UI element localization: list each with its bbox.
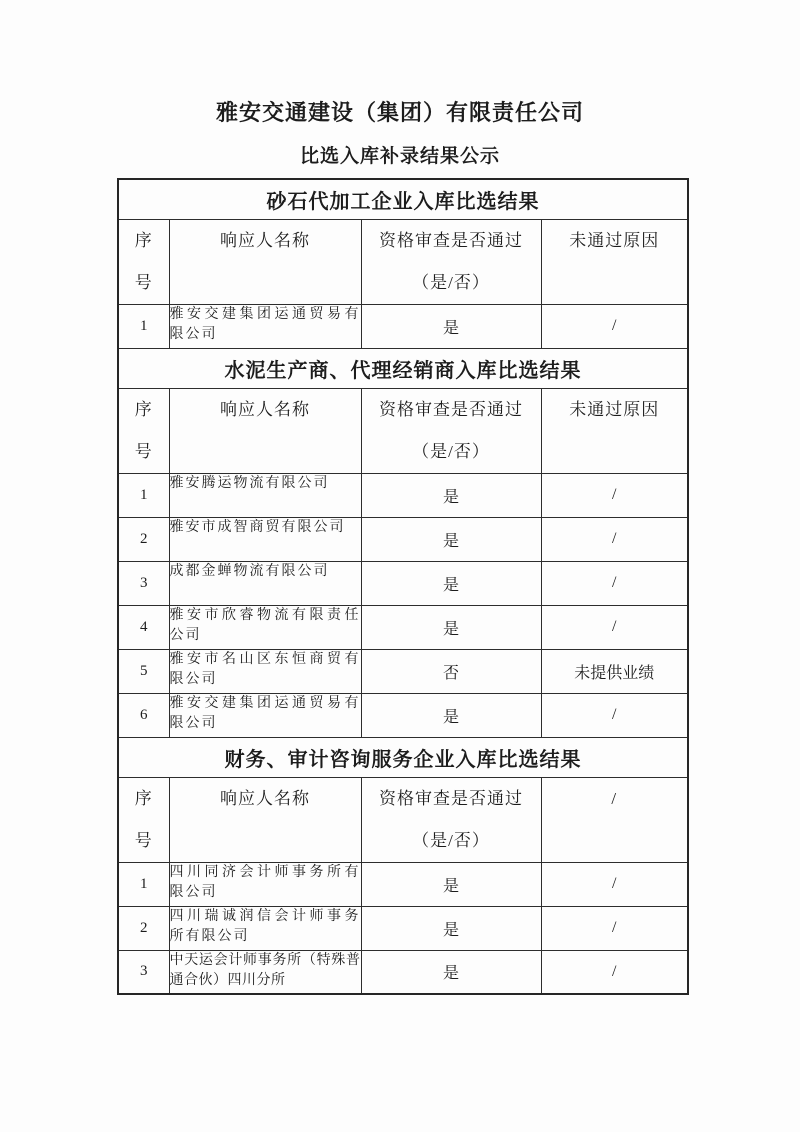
- serial-cell: 3: [118, 950, 169, 994]
- qualified-cell: 是: [361, 693, 541, 737]
- serial-cell: 2: [118, 517, 169, 561]
- reason-cell: 未提供业绩: [541, 649, 688, 693]
- header-serial-label: 序号: [134, 788, 153, 850]
- table-row: [118, 862, 688, 906]
- name-cell: 雅安交建集团运通贸易有限公司: [169, 304, 361, 348]
- table-row: [118, 473, 688, 517]
- header-name: 响应人名称: [169, 219, 361, 304]
- name-cell: 雅安市成智商贸有限公司: [169, 517, 361, 561]
- header-qualified-line1: 资格审查是否通过: [379, 230, 523, 250]
- qualified-cell: 是: [361, 862, 541, 906]
- table-row: [118, 517, 688, 561]
- table-row: [118, 693, 688, 737]
- header-row: [118, 777, 688, 862]
- reason-cell: /: [541, 605, 688, 649]
- qualified-cell: 否: [361, 649, 541, 693]
- header-name: 响应人名称: [169, 777, 361, 862]
- header-qualified-line2: （是/否）: [412, 441, 490, 461]
- serial-cell: 1: [118, 473, 169, 517]
- section-title: 财务、审计咨询服务企业入库比选结果: [118, 737, 688, 777]
- table-row: [118, 649, 688, 693]
- reason-cell: /: [541, 561, 688, 605]
- document-subtitle: 比选入库补录结果公示: [299, 146, 500, 167]
- results-table: [117, 178, 689, 995]
- serial-cell: 6: [118, 693, 169, 737]
- reason-cell: /: [541, 950, 688, 994]
- header-row: [118, 219, 688, 304]
- table-row: [118, 304, 688, 348]
- header-name: 响应人名称: [169, 388, 361, 473]
- qualified-cell: 是: [361, 950, 541, 994]
- header-qualified: [361, 388, 541, 473]
- name-cell: 雅安市欣睿物流有限责任公司: [169, 605, 361, 649]
- qualified-cell: 是: [361, 605, 541, 649]
- serial-cell: 4: [118, 605, 169, 649]
- header-serial: [118, 219, 169, 304]
- table-row: [118, 561, 688, 605]
- qualified-cell: 是: [361, 561, 541, 605]
- header-serial-label: 序号: [134, 230, 153, 292]
- header-qualified-line1: 资格审查是否通过: [379, 399, 523, 419]
- reason-cell: /: [541, 517, 688, 561]
- header-qualified-line2: （是/否）: [412, 272, 490, 292]
- name-cell: 雅安交建集团运通贸易有限公司: [169, 693, 361, 737]
- header-qualified-line1: 资格审查是否通过: [379, 788, 523, 808]
- serial-cell: 2: [118, 906, 169, 950]
- qualified-cell: 是: [361, 473, 541, 517]
- name-cell: 中天运会计师事务所（特殊普通合伙）四川分所: [169, 950, 361, 994]
- name-cell: 四川同济会计师事务所有限公司: [169, 862, 361, 906]
- header-row: [118, 388, 688, 473]
- header-serial: [118, 388, 169, 473]
- serial-cell: 1: [118, 862, 169, 906]
- qualified-cell: 是: [361, 906, 541, 950]
- header-reason: 未通过原因: [541, 388, 688, 473]
- section-title-row: [118, 737, 688, 777]
- section-title: 水泥生产商、代理经销商入库比选结果: [118, 348, 688, 388]
- table-row: [118, 950, 688, 994]
- serial-cell: 1: [118, 304, 169, 348]
- header-qualified: [361, 219, 541, 304]
- header-qualified-line2: （是/否）: [412, 830, 490, 850]
- name-cell: 成都金蝉物流有限公司: [169, 561, 361, 605]
- table-row: [118, 906, 688, 950]
- qualified-cell: 是: [361, 304, 541, 348]
- name-cell: 雅安腾运物流有限公司: [169, 473, 361, 517]
- name-cell: 四川瑞诚润信会计师事务所有限公司: [169, 906, 361, 950]
- serial-cell: 3: [118, 561, 169, 605]
- reason-cell: /: [541, 862, 688, 906]
- header-reason: /: [541, 777, 688, 862]
- name-cell: 雅安市名山区东恒商贸有限公司: [169, 649, 361, 693]
- section-title-row: [118, 348, 688, 388]
- qualified-cell: 是: [361, 517, 541, 561]
- reason-cell: /: [541, 304, 688, 348]
- document-title: 雅安交通建设（集团）有限责任公司: [215, 100, 584, 125]
- serial-cell: 5: [118, 649, 169, 693]
- header-serial-label: 序号: [134, 399, 153, 461]
- table-row: [118, 605, 688, 649]
- section-title: 砂石代加工企业入库比选结果: [118, 179, 688, 219]
- section-title-row: [118, 179, 688, 219]
- reason-cell: /: [541, 473, 688, 517]
- header-qualified: [361, 777, 541, 862]
- header-serial: [118, 777, 169, 862]
- reason-cell: /: [541, 693, 688, 737]
- header-reason: 未通过原因: [541, 219, 688, 304]
- reason-cell: /: [541, 906, 688, 950]
